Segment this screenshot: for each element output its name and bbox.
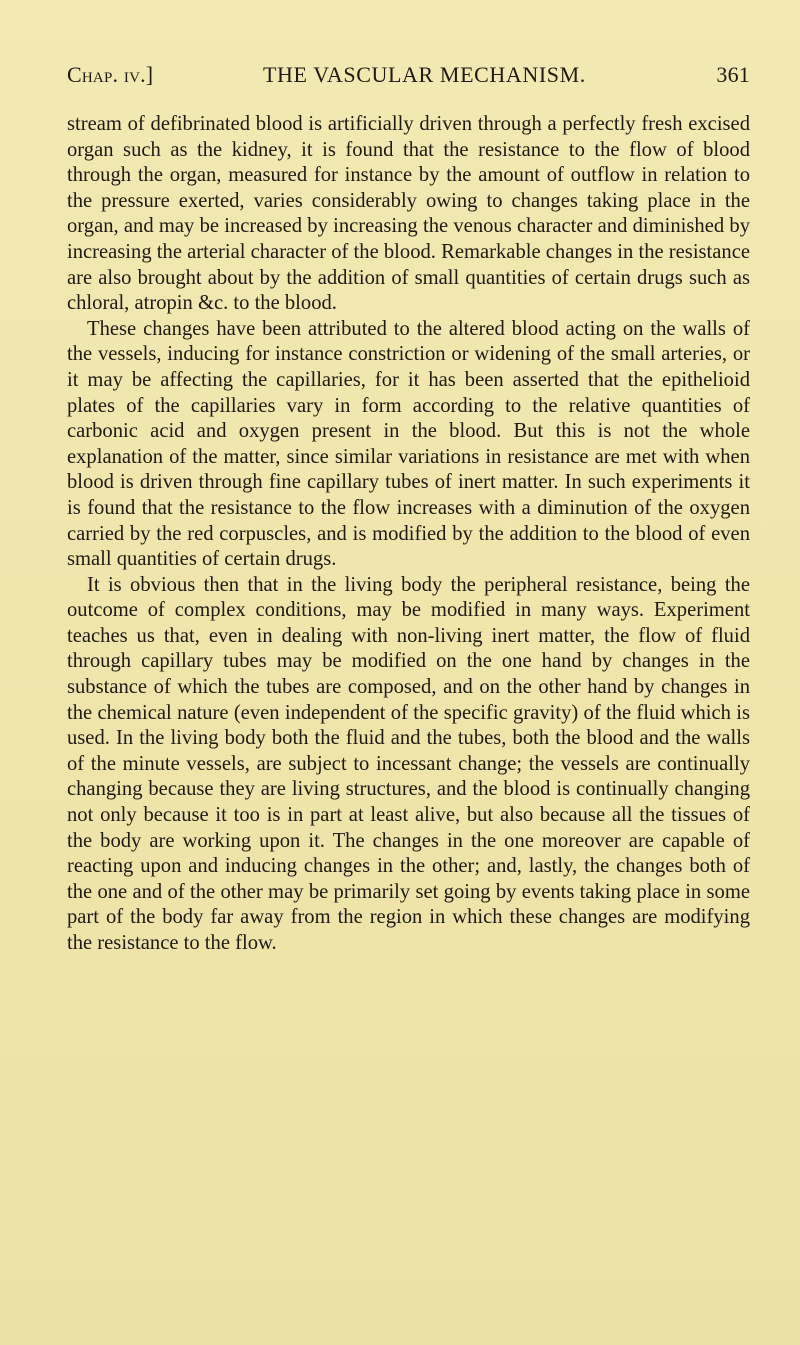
page-number: 361 <box>716 62 750 87</box>
paragraph-continued: stream of defibrinated blood is artificially driven through a perfectly fresh excised organ such as the kidney, it is found that the resistance to the flow of blood through the organ, measured for instance by the amount of outflow in relation to the pressure exerted, varies considerably owing to changes taking place in the organ, and may be increased by increasing the venous character and diminished by increasing the arterial character of the blood. Remarkable changes in the resistance are also brought about by the addition of small quantities of certain drugs such as chloral, atropin &c. to the blood. <box>67 113 750 315</box>
chapter-label: Chap. iv.] <box>67 62 154 87</box>
paragraph: These changes have been attributed to the altered blood acting on the walls of the vessels, inducing for instance constriction or widening of the small arteries, or it may be affecting the capillaries, for it has been asserted that the epithelioid plates of the capillaries vary in form according to the relative quantities of carbonic acid and oxygen present in the blood. But this is not the whole explanation of the matter, since similar variations in resistance are met with when blood is driven through fine capillary tubes of inert matter. In such experiments it is found that the resistance to the flow increases with a diminution of the oxygen carried by the red corpuscles, and is modified by the addition to the blood of even small quantities of certain drugs. <box>67 317 750 571</box>
body-text <box>67 112 750 957</box>
running-head <box>67 62 750 98</box>
paragraph: It is obvious then that in the living body the peripheral resistance, being the outcome of complex conditions, may be modified in many ways. Experiment teaches us that, even in dealing with non-living inert matter, the flow of fluid through capillary tubes may be modified on the one hand by changes in the substance of which the tubes are composed, and on the other hand by changes in the chemical nature (even independent of the specific gravity) of the fluid which is used. In the living body both the fluid and the tubes, both the blood and the walls of the minute vessels, are subject to incessant change; the vessels are continually changing because they are living structures, and the blood is continually changing not only because it too is in part at least alive, but also because all the tissues of the body are working upon it. The changes in the one moreover are capable of reacting upon and inducing changes in the other; and, lastly, the changes both of the one and of the other may be primarily set going by events taking place in some part of the body far away from the region in which these changes are modifying the resistance to the flow. <box>67 573 750 954</box>
book-page <box>67 62 750 957</box>
running-title: THE VASCULAR MECHANISM. <box>263 62 586 87</box>
